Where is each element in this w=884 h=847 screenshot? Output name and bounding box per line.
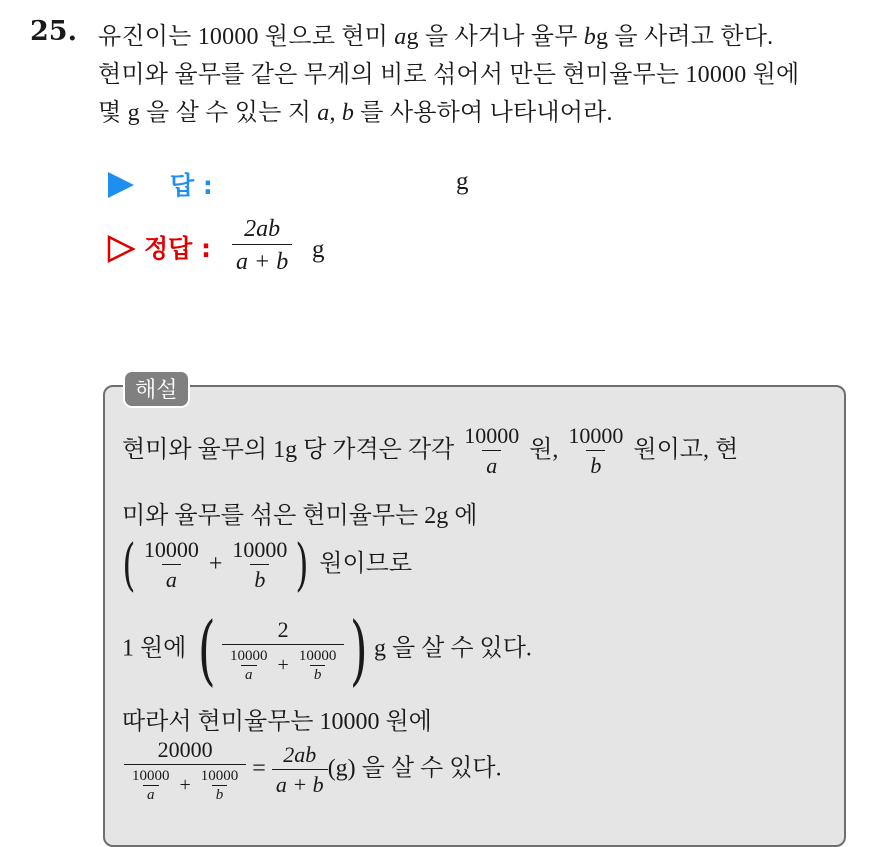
solution-line-6: 20000 $\frac{10000}{a}$ + $\frac{10000}{b}$ = $\frac{2ab}{a + b}$ (g) 을 살 수 있다. [124,736,502,804]
question-number: 25. [30,16,77,47]
correct-label: 정답 : [144,234,212,263]
solution-line-3: ( $\frac{10000}{a}$ + $\frac{10000}{b}$ ) 원이므로 [122,532,413,598]
solution-line-4: 1 원에 ( 2 $\frac{10000}{a}$ + $\frac{10000}{b}$ ) g 을 살 수 있다. [122,605,532,694]
question-line-1: 유진이는 10000 원으로 현미 ag 을 사거나 율무 bg 을 사려고 한다. [98,24,774,50]
answer-arrow-icon [108,172,134,198]
correct-unit: g [312,236,325,263]
correct-fraction [232,214,292,279]
correct-denominator: a + b [232,244,292,279]
answer-label: 답 : [170,171,213,200]
question-line-3: 몇 g 을 살 수 있는 지 a, b 를 사용하여 나타내어라. [98,100,613,126]
solution-tag: 해설 [123,370,190,408]
answer-unit: g [456,168,469,195]
correct-arrow-icon [106,234,136,264]
solution-line-2: 미와 율무를 섞은 현미율무는 2g 에 [122,503,478,529]
question-line-2: 현미와 율무를 같은 무게의 비로 섞어서 만든 현미율무는 10000 원에 [98,62,800,88]
solution-line-1: 현미와 율무의 1g 당 가격은 각각 $\frac{10000}{a}$ 원, $\frac{10000}{b}$ 원이고, 현 [122,422,738,481]
correct-numerator: 2ab [244,216,281,242]
solution-line-5: 따라서 현미율무는 10000 원에 [122,709,432,735]
